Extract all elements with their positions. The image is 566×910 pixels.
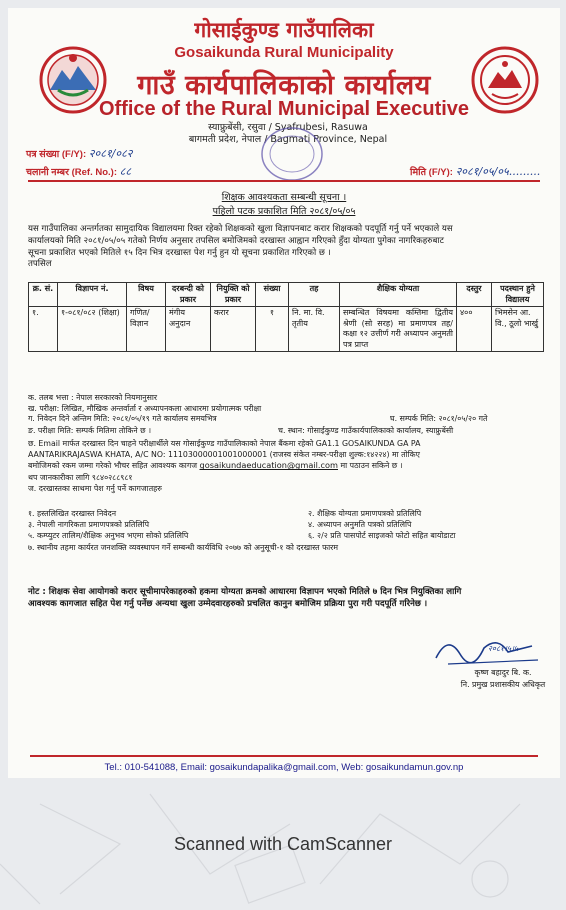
letter-number-value: २०८१/०८२	[88, 147, 133, 160]
office-title-nepali: गाउँ कार्यपालिकाको कार्यालय	[137, 70, 431, 101]
reference-number: चलानी नम्बर (Ref. No.): ८८	[26, 165, 132, 178]
contact-date: घ. सम्पर्क मिति: २०८१/०५/२० गते	[390, 414, 488, 423]
municipality-title-nepali: गोसाईकुण्ड गाउँपालिका	[194, 18, 374, 42]
details-list: क. तलब भत्ता : नेपाल सरकारको नियमानुसार ख. परीक्षा: लिखित, मौखिक अन्तर्वार्ता र अध्यापनकला आधारमा प्रयोगात्मक परीक्षा	[28, 393, 262, 414]
address-line-2: बागमती प्रदेश, नेपाल / Bagmati Province, Nepal	[188, 134, 388, 145]
footer-contact: Tel.: 010-541088, Email: gosaikundapalika@gmail.com, Web: gosaikundamun.gov.np	[104, 762, 464, 773]
documents-list-right: २. शैक्षिक योग्यता प्रमाणपत्रको प्रतिलिपि ४. अध्यापन अनुमति पत्रको प्रतिलिपि ६. २/२ प्रति पासपोर्ट साइजको फोटो सहित बायोडाटा	[308, 509, 456, 541]
note-paragraph: नोट : शिक्षक सेवा आयोगको करार सूचीमापरेकाहरुको हकमा योग्यता क्रमको आधारमा विज्ञापन भएको मितिले ७ दिन भित्र नियुक्तिका लागि आवश्यक कागजात सहित पेश गर्नु पर्नेछ अन्यथा खुला उम्मेदवारहरुको प्रचलित कानुन बमोजिम प्रक्रिया पुरा गरी पदपूर्ति गरिनेछ ।	[28, 587, 462, 609]
vacancy-table	[28, 282, 544, 352]
issue-date-value: २०८१/०५/०५.........	[455, 165, 541, 178]
office-title-english: Office of the Rural Municipal Executive	[98, 98, 470, 120]
letter-number: पत्र संख्या (F/Y): २०८१/०८२	[26, 147, 133, 160]
table-row: १. १-०८१/०८२ (शिक्षा) गणित/ विज्ञान मंगीय अनुदान करार १ नि. मा. वि. तृतीय सम्बन्धित विषयमा कम्तिमा द्वितीय श्रेणी (सो सरह) मा प्रमाणपत्र तह/कक्षा १२ उत्तीर्ण गरी अध्यापन अनुमती पत्र प्राप्त ४०० भिमसेन आ. वि., ठूलो भार्खु	[29, 307, 544, 352]
exam-date: ङ. परीक्षा मिति: सम्पर्क मितिमा तोकिने छ ।	[28, 426, 152, 435]
municipality-logo-icon	[470, 44, 540, 116]
notice-subtitle: पहिलो पटक प्रकाशित मिति २०८१/०५/०५	[212, 206, 356, 217]
notice-title: शिक्षक आवश्यकता सम्बन्धी सूचना ।	[221, 192, 347, 203]
signatory-name: कृष्ण बहादुर बि. क.	[474, 668, 532, 677]
table-header-row: क्र. सं. विज्ञापन नं. विषय दरबन्दी को प्रकार नियुक्ति को प्रकार संख्या तह शैक्षिक योग्यता दस्तुर पदस्थान हुने विद्यालय	[29, 283, 544, 307]
municipality-title-english: Gosaikunda Rural Municipality	[174, 44, 394, 61]
tapsil-label: तपसिल	[28, 259, 52, 270]
deadline: ग. निवेदन दिने अन्तिम मिति: २०८१/०५/१९ गते कार्यालय समयभित्र	[28, 414, 217, 423]
signature-date: २०८१।५।५	[487, 644, 519, 653]
exam-venue: च. स्थान: गोसाईकुण्ड गाउँकार्यपालिकाको कार्यालय, स्याफ्रुबेंसी	[278, 426, 454, 435]
camscanner-watermark: Scanned with CamScanner	[173, 834, 393, 854]
notice-paragraph: यस गाउँपालिका अन्तर्गतका सामुदायिक विद्यालयमा रिक्त रहेको शिक्षकको खुला विज्ञापनबाट करार शिक्षकको पदपूर्ति गर्नु पर्ने भएकाले यस कार्यालयको मिति २०८१/०५/०५ गतेको निर्णय अनुसार तपसिल बमोजिमको दरखास्त आह्वान गरिएको हुँदा योग्यता पुगेका नागरिकहरुबाट सूचना प्रकाशित भएको मितिले १५ दिन भित्र दरखास्त पेश गर्नु हुन यो सूचना प्रकाशित गरिएको छ । तपसिल	[28, 224, 543, 271]
issue-date: मिति (F/Y): २०८१/०५/०५.........	[410, 165, 541, 178]
payment-details: छ. Email मार्फत दरखास्त दिन चाहने परीक्षार्थीले यस गोसाईकुण्ड गाउँपालिकाको नेपाल बैंकमा रहेको GA1.1 GOSAIKUNDA GA PA AANTARIKRAJASWA KHATA, A/C NO: 11103000001001000001 (राजस्व संकेत नम्बर-परीक्षा शुल्क:१४२२४) मा तोकिए बमोजिमको रकम जम्मा गरेको भौचर सहित आवश्यक कागज gosaikundaeducation@gmail.com मा पठाउन सकिने छ । थप जानकारीका लागि ९८४०२८८९८१ ज. दरखास्तका साथमा पेश गर्नु पर्ने कागजातहरु	[28, 439, 421, 493]
reference-number-value: ८८	[119, 165, 132, 178]
scanned-document	[8, 8, 560, 778]
address-line-1: स्याफ्रुबेंसी, रसुवा / Syafrubesi, Rasuwa	[208, 122, 368, 133]
email-link[interactable]: gosaikundaeducation@gmail.com	[199, 460, 338, 471]
office-stamp-icon	[258, 124, 326, 184]
header-divider	[28, 180, 540, 182]
footer-divider	[30, 755, 538, 757]
documents-list-left: १. हस्तलिखित दरखास्त निवेदन ३. नेपाली नागरिकता प्रमाणपत्रको प्रतिलिपि ५. कम्प्युटर तालिम/शैक्षिक अनुभव भएमा सोको प्रतिलिपि ७. स्थानीय तहमा कार्यरत जनशक्ति व्यवस्थापन गर्ने सम्बन्धी कार्यविधि २०७७ को अनुसूची-१ को दरखास्त फारम	[28, 509, 338, 552]
signatory-title: नि. प्रमुख प्रशासकीय अधिकृत	[460, 680, 546, 689]
